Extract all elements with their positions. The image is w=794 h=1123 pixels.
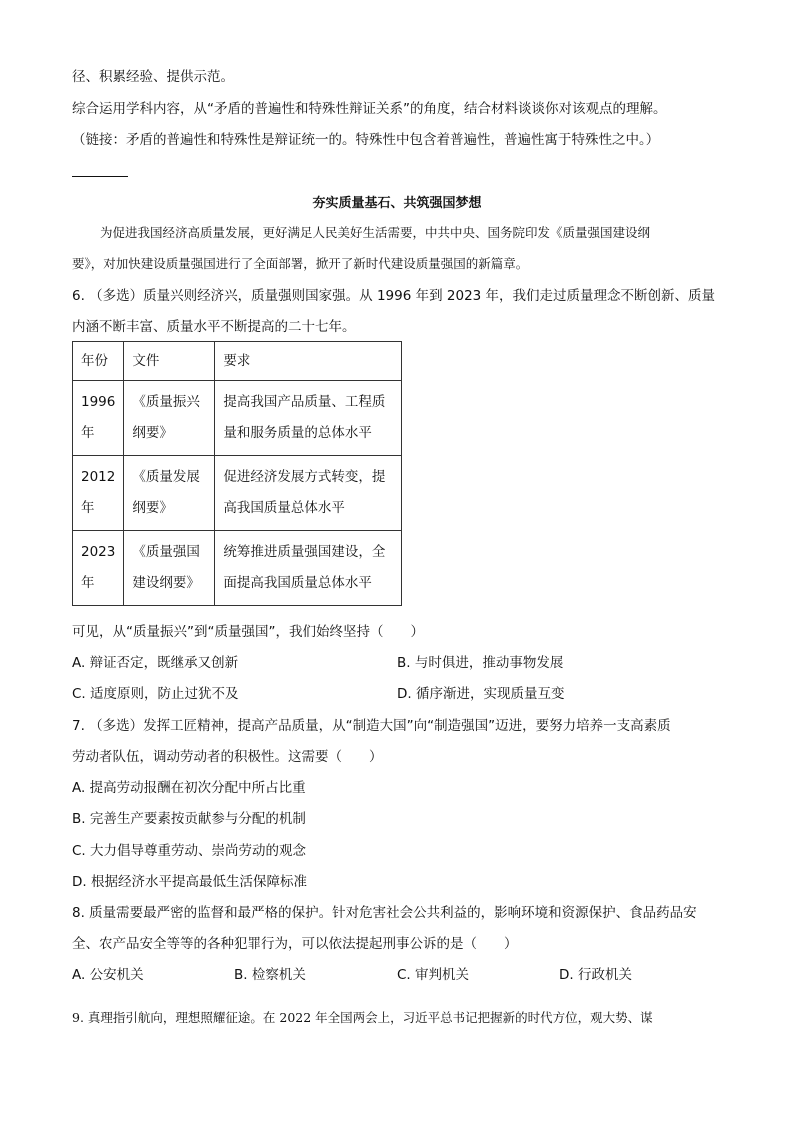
q6-question: 可见，从“质量振兴”到“质量强国”，我们始终坚持（ ） [72, 624, 424, 640]
intro-line-2: 综合运用学科内容，从“矛盾的普遍性和特殊性辩证关系”的角度，结合材料谈谈你对该观点的理解。 [72, 101, 667, 117]
table-cell-year: 1996 年 [73, 381, 124, 456]
table-cell-requirement: 促进经济发展方式转变，提高我国质量总体水平 [215, 456, 402, 531]
table-row [73, 531, 402, 606]
q6-option-d[interactable]: D. 循序渐进，实现质量互变 [397, 686, 565, 702]
table-header-year: 年份 [73, 342, 124, 381]
q7-stem-line-1: 7. （多选）发挥工匠精神，提高产品质量，从“制造大国”向“制造强国”迈进，要努力培养一支高素质 [72, 718, 671, 734]
table-row [73, 381, 402, 456]
intro-link-note: （链接：矛盾的普遍性和特殊性是辩证统一的。特殊性中包含着普遍性，普遍性寓于特殊性之中。） [72, 132, 660, 148]
q8-option-d[interactable]: D. 行政机关 [559, 967, 632, 983]
section-paragraph-line-1: 为促进我国经济高质量发展，更好满足人民美好生活需要，中共中央、国务院印发《质量强国建设纲 [100, 225, 651, 240]
table-header-row [73, 342, 402, 381]
q7-option-d[interactable]: D. 根据经济水平提高最低生活保障标准 [72, 874, 307, 890]
q7-option-b[interactable]: B. 完善生产要素按贡献参与分配的机制 [72, 811, 306, 827]
quality-policy-table [72, 341, 402, 606]
q8-option-a[interactable]: A. 公安机关 [72, 967, 144, 983]
section-title: 夯实质量基石、共筑强国梦想 [312, 196, 482, 211]
table-cell-requirement: 统筹推进质量强国建设，全面提高我国质量总体水平 [215, 531, 402, 606]
table-row [73, 456, 402, 531]
q7-option-c[interactable]: C. 大力倡导尊重劳动、崇尚劳动的观念 [72, 843, 307, 859]
q6-option-a[interactable]: A. 辩证否定，既继承又创新 [72, 655, 239, 671]
section-paragraph-line-2: 要》，对加快建设质量强国进行了全面部署，掀开了新时代建设质量强国的新篇章。 [72, 256, 529, 271]
q8-option-b[interactable]: B. 检察机关 [234, 967, 306, 983]
table-cell-requirement: 提高我国产品质量、工程质量和服务质量的总体水平 [215, 381, 402, 456]
table-header-document: 文件 [124, 342, 215, 381]
table-cell-document: 《质量发展纲要》 [124, 456, 215, 531]
table-cell-document: 《质量振兴纲要》 [124, 381, 215, 456]
q7-stem-line-2: 劳动者队伍，调动劳动者的积极性。这需要（ ） [72, 749, 383, 765]
q6-stem-line-1: 6. （多选）质量兴则经济兴，质量强则国家强。从 1996 年到 2023 年，我们走过质量理念不断创新、质量 [72, 288, 716, 304]
intro-line-1: 径、积累经验、提供示范。 [72, 69, 234, 85]
q8-stem-line-2: 全、农产品安全等等的各种犯罪行为，可以依法提起刑事公诉的是（ ） [72, 936, 518, 952]
q6-option-c[interactable]: C. 适度原则，防止过犹不及 [72, 686, 239, 702]
q8-stem-line-1: 8. 质量需要最严密的监督和最严格的保护。针对危害社会公共利益的，影响环境和资源保护、食品药品安 [72, 905, 697, 921]
table-header-requirement: 要求 [215, 342, 402, 381]
table-cell-document: 《质量强国建设纲要》 [124, 531, 215, 606]
divider-rule [72, 176, 128, 177]
table-cell-year: 2023 年 [73, 531, 124, 606]
q7-option-a[interactable]: A. 提高劳动报酬在初次分配中所占比重 [72, 780, 306, 796]
q6-stem-line-2: 内涵不断丰富、质量水平不断提高的二十七年。 [72, 319, 356, 335]
q9-stem-line-1: 9. 真理指引航向，理想照耀征途。在 2022 年全国两会上，习近平总书记把握新的时代方位，观大势、谋 [72, 1010, 653, 1025]
table-cell-year: 2012 年 [73, 456, 124, 531]
q8-option-c[interactable]: C. 审判机关 [397, 967, 470, 983]
q6-option-b[interactable]: B. 与时俱进，推动事物发展 [397, 655, 564, 671]
